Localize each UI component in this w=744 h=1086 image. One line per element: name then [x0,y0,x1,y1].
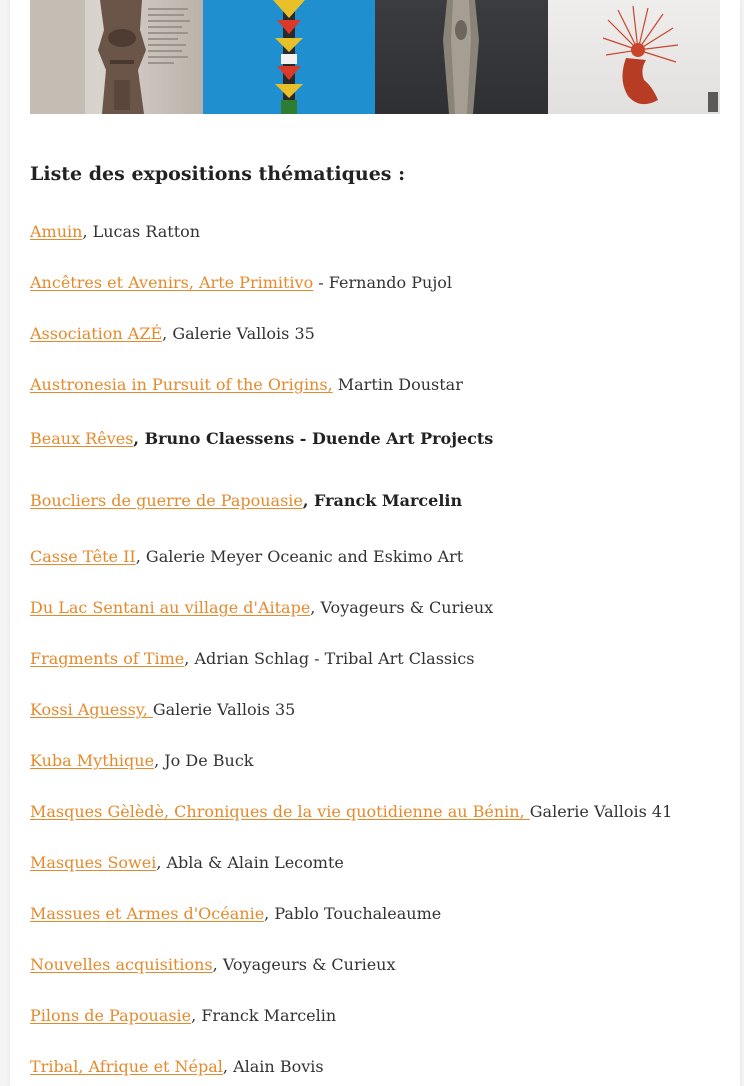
exhibition-link[interactable]: Casse Tête II [30,547,136,566]
exhibition-link[interactable]: Pilons de Papouasie [30,1006,192,1025]
list-item [30,491,462,511]
list-item [30,904,441,924]
exhibition-link[interactable]: Nouvelles acquisitions [30,955,213,974]
list-item [30,853,344,873]
banner-panel-carved-figure [30,0,203,114]
exhibition-gallery: Galerie Vallois 41 [529,802,673,821]
list-item [30,1006,336,1026]
exhibition-gallery: , Galerie Meyer Oceanic and Eskimo Art [135,547,464,566]
exhibition-banner [30,0,720,114]
exhibition-link[interactable]: Massues et Armes d'Océanie [30,904,265,923]
exhibition-link[interactable]: Ancêtres et Avenirs, Arte Primitivo [30,273,314,292]
list-item [30,802,672,822]
exhibition-link[interactable]: Tribal, Afrique et Népal [30,1057,223,1076]
list-item [30,649,474,669]
exhibition-link[interactable]: Du Lac Sentani au village d'Aitape [30,598,311,617]
exhibition-link[interactable]: Fragments of Time [30,649,185,668]
exhibition-gallery: Martin Doustar [332,375,463,394]
content-card [10,0,740,1086]
list-item [30,547,463,567]
exhibition-gallery: , Abla & Alain Lecomte [156,853,344,872]
list-item [30,324,315,344]
exhibition-link[interactable]: Masques Sowei [30,853,157,872]
exhibition-gallery: , Adrian Schlag - Tribal Art Classics [184,649,475,668]
exhibition-gallery: Galerie Vallois 35 [152,700,296,719]
exhibition-link[interactable]: Kuba Mythique [30,751,155,770]
list-item [30,955,396,975]
exhibition-gallery: , Voyageurs & Curieux [212,955,396,974]
list-item [30,700,295,720]
exhibition-link[interactable]: Amuin [30,222,83,241]
exhibition-gallery: , Voyageurs & Curieux [310,598,494,617]
list-item [30,429,493,449]
exhibition-gallery: , Pablo Touchaleaume [264,904,442,923]
banner-panel-dark-figure [375,0,548,114]
exhibition-gallery: , Lucas Ratton [82,222,201,241]
exhibition-gallery: , Bruno Claessens - Duende Art Projects [133,429,494,448]
exhibition-gallery: , Galerie Vallois 35 [162,324,315,343]
exhibition-gallery: , Alain Bovis [222,1057,324,1076]
exhibition-gallery: , Jo De Buck [154,751,254,770]
exhibition-link[interactable]: Kossi Aguessy, [30,700,153,719]
exhibition-link[interactable]: Beaux Rêves [30,429,134,448]
list-item [30,222,200,242]
list-item [30,375,463,395]
exhibition-link[interactable]: Boucliers de guerre de Papouasie [30,491,303,510]
list-item [30,598,493,618]
banner-panel-painted-staff [203,0,376,114]
banner-panel-spiky-sculpture [548,0,721,114]
exhibition-gallery: - Fernando Pujol [313,273,453,292]
page-title: Liste des expositions thématiques : [30,163,406,185]
list-item [30,751,253,771]
list-item [30,273,452,293]
exhibition-link[interactable]: Masques Gèlèdè, Chroniques de la vie quotidienne au Bénin, [30,802,530,821]
exhibition-link[interactable]: Austronesia in Pursuit of the Origins, [30,375,333,394]
exhibition-link[interactable]: Association AZÉ [30,324,163,343]
exhibition-gallery: , Franck Marcelin [191,1006,337,1025]
exhibition-gallery: , Franck Marcelin [302,491,463,510]
list-item [30,1057,324,1077]
